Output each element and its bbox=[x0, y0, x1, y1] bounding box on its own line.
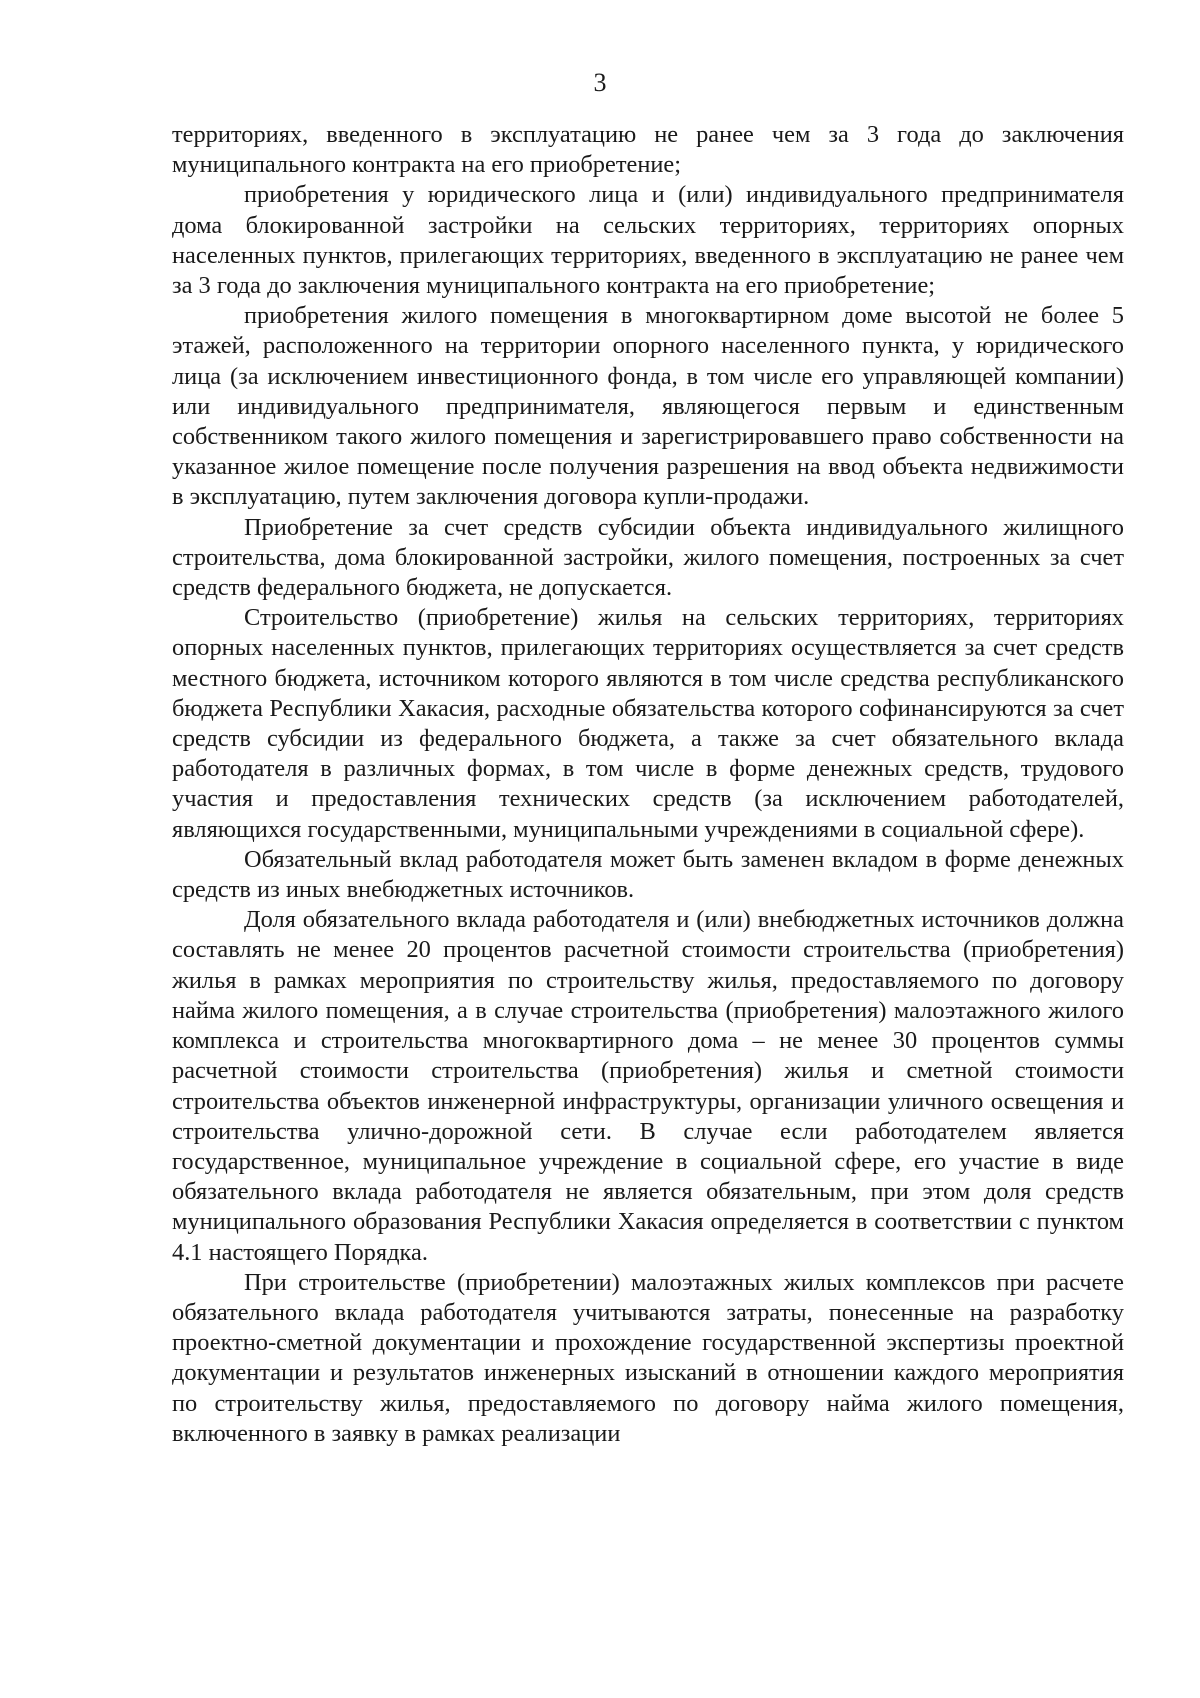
paragraph-contribution-share: Доля обязательного вклада работодателя и (или) внебюджетных источников должна составлять не менее 20 процентов расчетной стоимости строительства (приобретения) жилья в рамках мероприятия по строительству жилья, предоставляемого по договору найма жилого помещения, а в случае строительства (приобретения) малоэтажного жилого комплекса и строительства многоквартирного дома – не менее 30 процентов суммы расчетной стоимости строительства (приобретения) жилья и сметной стоимости строительства объектов инженерной инфраструктуры, организации уличного освещения и строительства улично-дорожной сети. В случае если работодателем является государственное, муниципальное учреждение в социальной сфере, его участие в виде обязательного вклада работодателя не является обязательным, при этом доля средств муниципального образования Республики Хакасия определяется в соответствии с пунктом 4.1 настоящего Порядка. bbox=[172, 906, 1124, 1266]
paragraph-purchase-apartment: приобретения жилого помещения в многоквартирном доме высотой не более 5 этажей, расположенного на территории опорного населенного пункта, у юридического лица (за исключением инвестиционного фонда, в том числе его управляющей компании) или индивидуального предпринимателя, являющегося первым и единственным собственником такого жилого помещения и зарегистрировавшего право собственности на указанное жилое помещение после получения разрешения на ввод объекта недвижимости в эксплуатацию, путем заключения договора купли-продажи. bbox=[172, 302, 1124, 511]
paragraph-continuation: территориях, введенного в эксплуатацию не ранее чем за 3 года до заключения муниципального контракта на его приобретение; bbox=[172, 121, 1124, 179]
paragraph-construction-funding: Строительство (приобретение) жилья на сельских территориях, территориях опорных населенных пунктов, прилегающих территориях осуществляется за счет средств местного бюджета, источником которого являются в том числе средства республиканского бюджета Республики Хакасия, расходные обязательства которого софинансируются за счет средств субсидии из федерального бюджета, а также за счет обязательного вклада работодателя в различных формах, в том числе в форме денежных средств, трудового участия и предоставления технических средств (за исключением работодателей, являющихся государственными, муниципальными учреждениями в социальной сфере). bbox=[172, 604, 1124, 843]
paragraph-low-rise-complexes: При строительстве (приобретении) малоэтажных жилых комплексов при расчете обязательного вклада работодателя учитываются затраты, понесенные на разработку проектно-сметной документации и прохождение государственной экспертизы проектной документации и результатов инженерных изысканий в отношении каждого мероприятия по строительству жилья, предоставляемого по договору найма жилого помещения, включенного в заявку в рамках реализации bbox=[172, 1268, 1124, 1447]
paragraph-purchase-restriction: Приобретение за счет средств субсидии объекта индивидуального жилищного строительства, дома блокированной застройки, жилого помещения, построенных за счет средств федерального бюджета, не допускается. bbox=[172, 513, 1124, 602]
document-body bbox=[172, 120, 1124, 1449]
page-number: 3 bbox=[593, 68, 607, 97]
paragraph-employer-contribution-replacement: Обязательный вклад работодателя может быть заменен вкладом в форме денежных средств из иных внебюджетных источников. bbox=[172, 845, 1124, 904]
paragraph-purchase-blocked-house: приобретения у юридического лица и (или) индивидуального предпринимателя дома блокированной застройки на сельских территориях, территориях опорных населенных пунктов, прилегающих территориях, введенного в эксплуатацию не ранее чем за 3 года до заключения муниципального контракта на его приобретение; bbox=[172, 181, 1124, 300]
